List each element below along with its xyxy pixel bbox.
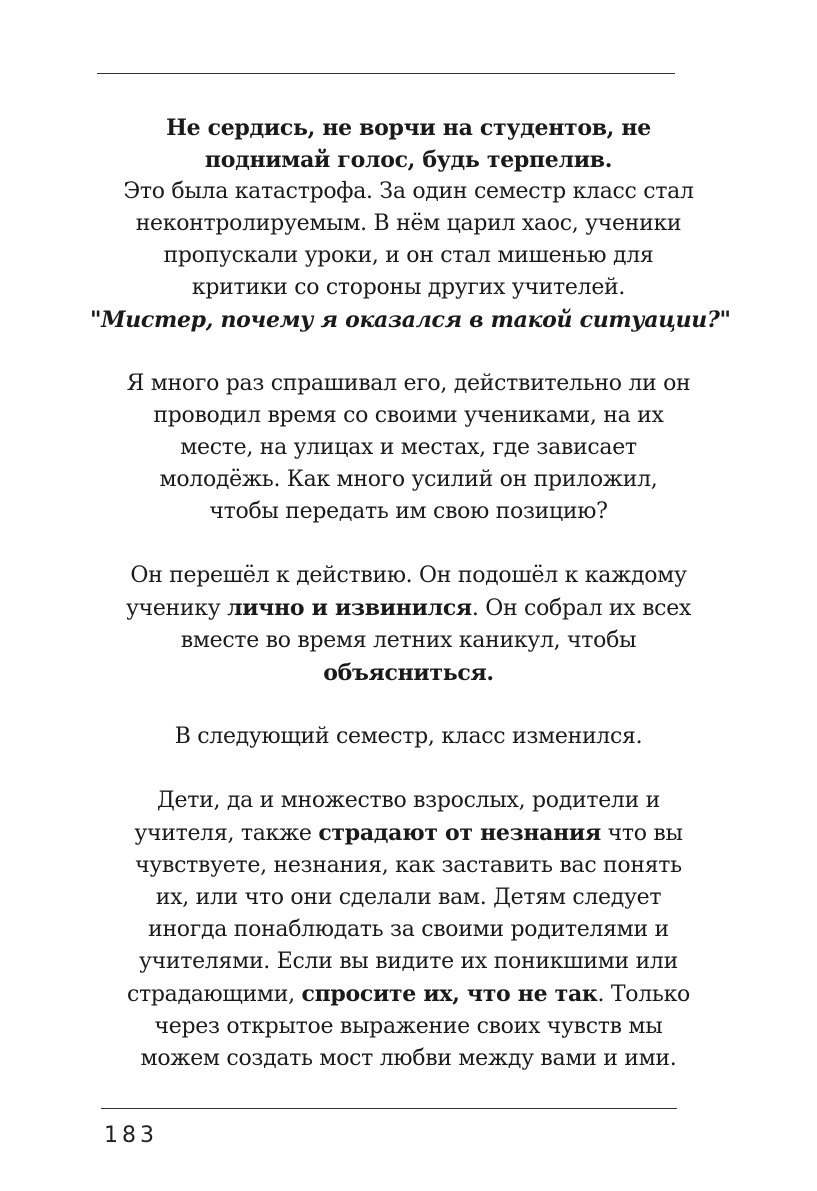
paragraph-action <box>90 560 727 689</box>
text-segment: что вы <box>600 821 683 846</box>
paragraph-line: чувствуете, незнания, как заставить вас понять <box>135 853 682 878</box>
paragraph-line: Дети, да и множество взрослых, родители и <box>156 788 661 813</box>
emphasis-text: страдают от незнания <box>318 820 601 846</box>
paragraph-line: В следующий семестр, класс изменился. <box>174 724 643 749</box>
paragraph-line: вместе во время летних каникул, чтобы <box>180 628 637 653</box>
paragraph-line: учителями. Если вы видите их поникшими или <box>139 949 678 974</box>
heading <box>90 112 727 176</box>
paragraph-line: их, или что они сделали вам. Детям следует <box>155 885 662 910</box>
emphasis-text: лично и извинился <box>227 595 472 621</box>
heading-line-2: поднимай голос, будь терпелив. <box>204 147 613 173</box>
paragraph-line: месте, на улицах и местах, где зависает <box>180 435 637 460</box>
text-segment: . Только <box>597 982 690 1007</box>
paragraph-line: Это была катастрофа. За один семестр класс стал <box>123 179 694 204</box>
text-segment: ученику <box>125 596 228 621</box>
emphasis-text: спросите их, что не так <box>301 981 598 1007</box>
paragraph-line: пропускали уроки, и он стал мишенью для <box>163 243 654 268</box>
page-body <box>90 112 731 1075</box>
emphasis-line: объясниться. <box>323 660 494 686</box>
paragraph-line: неконтролируемым. В нём царил хаос, ученики <box>135 211 682 236</box>
bottom-rule <box>101 1108 677 1109</box>
top-rule <box>97 73 675 74</box>
paragraph-line: Я много раз спрашивал его, действительно ли он <box>126 371 691 396</box>
paragraph-line: Он перешёл к действию. Он подошёл к каждому <box>130 563 687 588</box>
paragraph-line <box>90 817 727 850</box>
paragraph-line: молодёжь. Как много усилий он приложил, <box>159 467 658 492</box>
paragraph-line: критики со стороны других учителей. <box>191 275 626 300</box>
paragraph-line <box>90 592 727 625</box>
paragraph-change <box>90 721 727 753</box>
paragraph-line: можем создать мост любви между вами и ими. <box>140 1046 677 1071</box>
heading-line-1: Не сердись, не ворчи на студентов, не <box>166 115 651 141</box>
text-segment: . Он собрал их всех <box>471 596 692 621</box>
page-number: 183 <box>104 1123 158 1148</box>
paragraph-children <box>90 785 727 1075</box>
quote-line: "Мистер, почему я оказался в такой ситуации?" <box>90 307 731 333</box>
paragraph-line: проводил время со своими учениками, на их <box>153 403 664 428</box>
paragraph-questions <box>90 368 727 528</box>
paragraph-catastrophe <box>90 176 731 336</box>
paragraph-line: через открытое выражение своих чувств мы <box>154 1014 663 1039</box>
paragraph-line: чтобы передать им свою позицию? <box>209 499 608 524</box>
text-segment: учителя, также <box>134 821 319 846</box>
paragraph-line: иногда понаблюдать за своими родителями и <box>148 917 669 942</box>
paragraph-line <box>90 978 727 1011</box>
text-segment: страдающими, <box>127 982 302 1007</box>
